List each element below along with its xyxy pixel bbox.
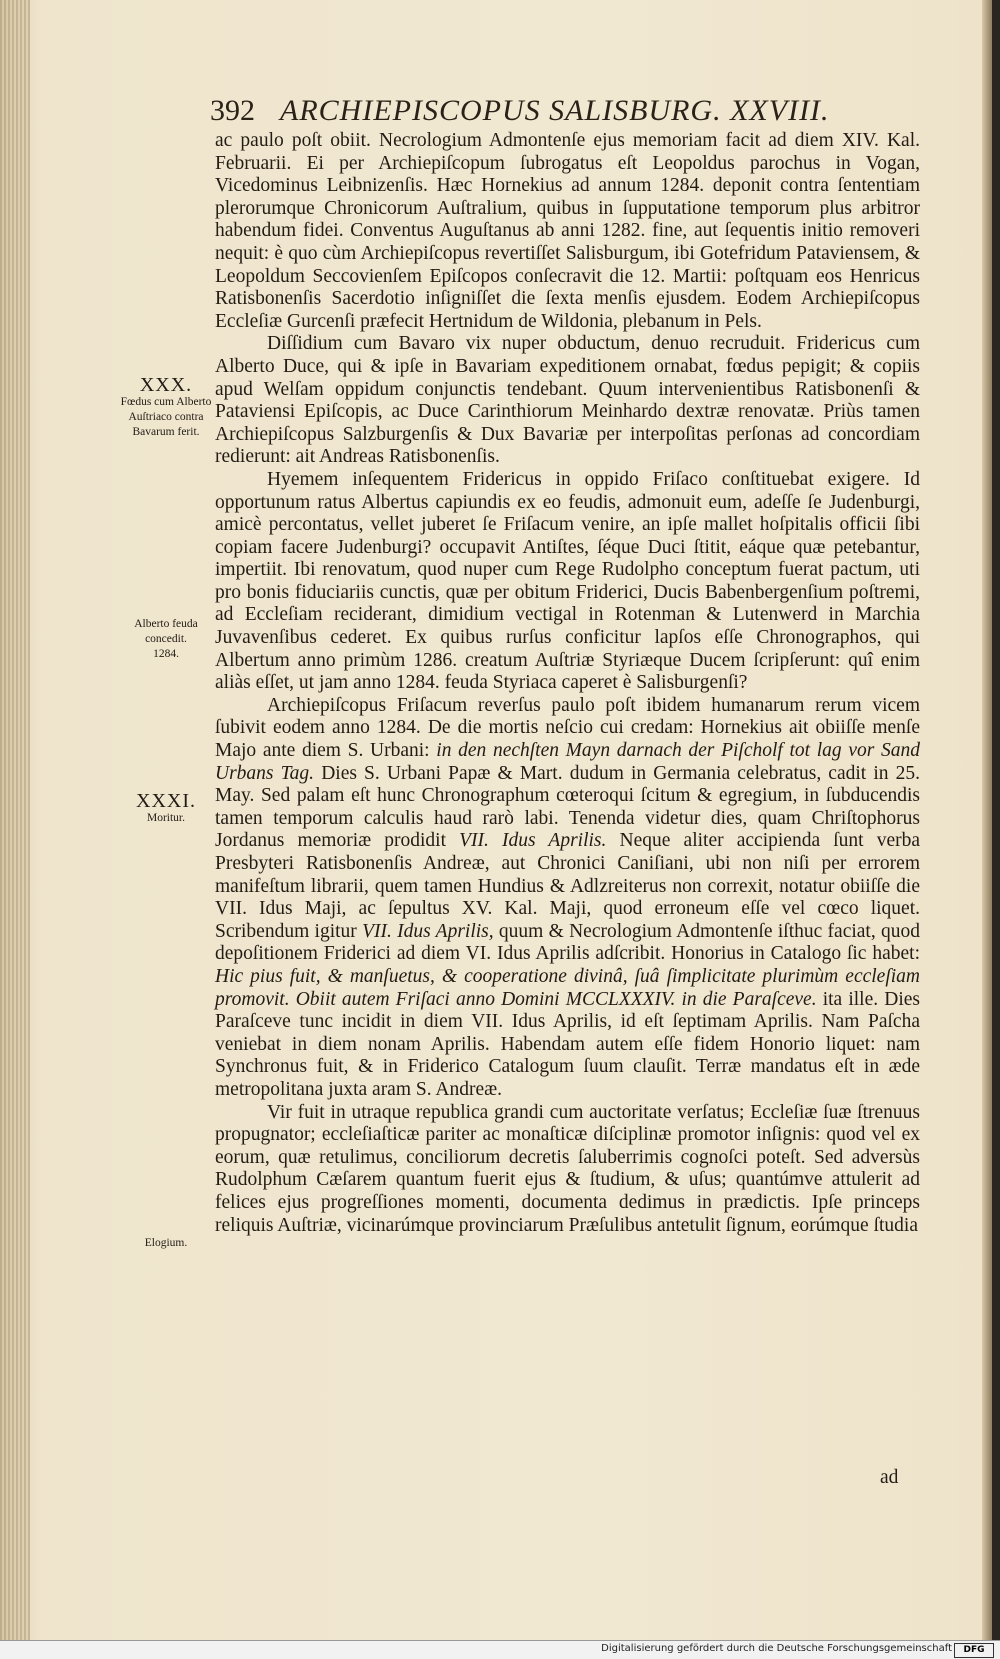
paragraph-4-italic-3: VII. Idus Aprilis, <box>362 920 494 942</box>
margin-note-xxxi <box>120 790 212 826</box>
paragraph-4 <box>215 695 920 1102</box>
margin-note-alberto <box>120 617 212 662</box>
paragraph-4-part-a: Archiepiſcopus Friſacum reverſus paulo poſt ibidem humanarum rerum vicem ſubivit eodem anno 1284. De die mortis neſcio cui credam: Hornekius ait obiiſſe menſe Majo ante diem S. Urbani: <box>215 694 920 762</box>
page-number: 392 <box>210 94 255 127</box>
main-text <box>215 130 920 1237</box>
paragraph-4-part-b: Dies S. Urbani Papæ & Mart. dudum in Germania celebratus, cadit in 25. May. Sed palam eſt hunc Chronographum cœteroqui ſcitum & egregium, in ſubducendis tamen temporum calculis haud rarò labi. Tenenda videtur dies, quam Chriſtophorus Jordanus memoriæ prodidit <box>215 762 920 852</box>
paragraph-1: ac paulo poſt obiit. Necrologium Admontenſe ejus memoriam facit ad diem XIV. Kal. Februarii. Ei per Archiepiſcopum ſubrogatus eſt Leopoldus parochus in Vogan, Vicedominus Leibnizenſis. Hæc Hornekius ad annum 1284. deponit contra ſententiam plerorumque Chronicorum Auſtralium, quibus in ſupputatione temporum plus arbitror habendum fidei. Conventus Auguſtanus ab anni 1282. fine, aut ſequentis initio removeri nequit: è quo cùm Archiepiſcopus revertiſſet Salisburgum, ibi Gotefridum Pataviensem, & Leopoldum Seccovienſem Epiſcopos conſecravit die 12. Martii: poſtquam eos Henricus Ratisbonenſis Sacerdotio inſigniſſet die ſexta menſis ejusdem. Eodem Archiepiſcopus Eccleſiæ Gurcenſi præfecit Hertnidum de Wildonia, plebanum in Pels. <box>215 130 920 332</box>
margin-note-xxx <box>120 374 212 440</box>
footer-bar <box>0 1640 1000 1659</box>
paragraph-3: Hyemem inſequentem Fridericus in oppido Friſaco conſtituebat exigere. Id opportunum ratus Albertus capiundis ex eo feudis, admonuit eum, adeſſe ſe Judenburgi, amicè percontatus, vellet juberet ſe Friſacum venire, an ipſe mallet hoſpitalis officii ſibi copiam facere Judenburgi? occupavit Antiſtes, ſéque Duci ſtitit, eáque quæ petebantur, impertiit. Ibi renovatum, quod nuper cum Rege Rudolpho conceptum fuerat pactum, uti pro bonis fiduciariis cunctis, quæ per obitum Friderici, Ducis Babenbergenſium poſtremi, ad Eccleſiam reciderant, dimidium vectigal in Rotenman & Lutenwerd in Marchia Juvavenſibus cederet. Ex quibus rurſus conficitur lapſos eſſe Chronographos, qui Albertum anno primùm 1286. creatum Auſtriæ Styriæque Ducem ſcripſerunt: quî enim aliàs eſſet, ut jam anno 1284. feuda Styriaca caperet è Salisburgenſi? <box>215 468 920 694</box>
margin-note-alberto-text: Alberto feuda concedit. <box>134 618 198 645</box>
page-gutter <box>0 0 30 1640</box>
footer-credit: Digitalisierung gefördert durch die Deutsche Forschungsgemeinschaft <box>601 1643 952 1654</box>
margin-note-foedus: Fœdus cum Alberto Auſtriaco contra Bavarum ferit. <box>120 396 212 438</box>
paragraph-5: Vir fuit in utraque republica grandi cum auctoritate verſatus; Eccleſiæ ſuæ ſtrenuus propugnator; eccleſiaſticæ pariter ac monaſticæ diſciplinæ promotor inſignis: quod vel ex eorum, quæ retulimus, conciliorum decretis ſaluberrimis cognoſci poteſt. Sed adversùs Rudolphum Cæſarem quantum fuerit ejus & ſtudium, & uſus; quantúmve attulerit ad felices ejus progreſſiones momenti, documenta dedimus in prædictis. Ipſe princeps reliquis Auſtriæ, vicinarúmque provinciarum Præſulibus antetulit ſignum, eorúmque ſtudia <box>215 1101 920 1236</box>
margin-note-elogium-text: Elogium. <box>144 1237 188 1249</box>
paragraph-4-italic-1: in den nechſten Mayn darnach der Piſcholf tot lag vor Sand Urbans Tag. <box>215 740 920 784</box>
paragraph-4-part-e: ita ille. Dies Paraſceve tunc incidit in diem VII. Idus Aprilis, id eſt ſeptimam Aprilis. Nam Paſcha veniebat in diem nonam Aprilis. Habendam autem eſſe fidem Honorio liquet: nam Synchronus fuit, & in Friderico Catalogum ſuum clauſit. Terræ mandatus eſt in æde metropolitana juxta aram S. Andreæ. <box>215 988 920 1100</box>
paragraph-4-italic-4: Hic pius fuit, & manſuetus, & cooperatione divinâ, ſuâ ſimplicitate plurimùm eccleſiam promovit. Obiit autem Friſaci anno Domini MCCLXXXIV. in die Paraſceve. <box>215 965 920 1010</box>
section-number-xxxi: XXXI. <box>136 790 196 812</box>
catchword: ad <box>880 1467 899 1488</box>
margin-note-moritur: Moritur. <box>146 812 185 824</box>
paragraph-2: Diſſidium cum Bavaro vix nuper obductum, denuo recruduit. Fridericus cum Alberto Duce, qui & ipſe in Bavariam expeditionem ornabat, fœdus pepigit; & copiis apud Welſam oppidum conjunctis tendebant. Quum intervenientibus Ratisbonenſi & Pataviensi Epiſcopis, ac Duce Carinthiorum Meinhardo dextræ renovatæ. Priùs tamen Archiepiſcopus Salzburgenſis & Dux Bavariæ per interpoſitas perſonas ad concordiam redierunt: ait Andreas Ratisbonenſis. <box>215 333 920 468</box>
margin-note-elogium <box>120 1236 212 1251</box>
running-title: ARCHIEPISCOPUS SALISBURG. XXVIII. <box>280 94 830 127</box>
dfg-logo-icon: DFG <box>954 1643 994 1658</box>
paragraph-4-part-d: quum & Necrologium Admontenſe iſthuc faciat, quod depoſitionem Friderici ad diem VI. Idus Aprilis adſcribit. Honorius in Catalogo ſic habet: <box>215 920 921 965</box>
paragraph-4-part-c: Neque aliter accipienda ſunt verba Presbyteri Ratisbonenſis Andreæ, aut Chronici Caniſiani, ubi non niſi per errorem manifeſtum librarii, quem tamen Hundius & Adlzreiterus non correxit, notatur obiiſſe die VII. Idus Maji, ac ſepultus XV. Kal. Maji, quod erroneum eſſe vel cœco liquet. Scribendum igitur <box>215 830 921 942</box>
paragraph-4-italic-2: VII. Idus Aprilis. <box>459 830 607 852</box>
section-number-xxx: XXX. <box>139 374 193 396</box>
margin-note-year: 1284. <box>153 648 179 660</box>
page-edge <box>982 0 992 1640</box>
